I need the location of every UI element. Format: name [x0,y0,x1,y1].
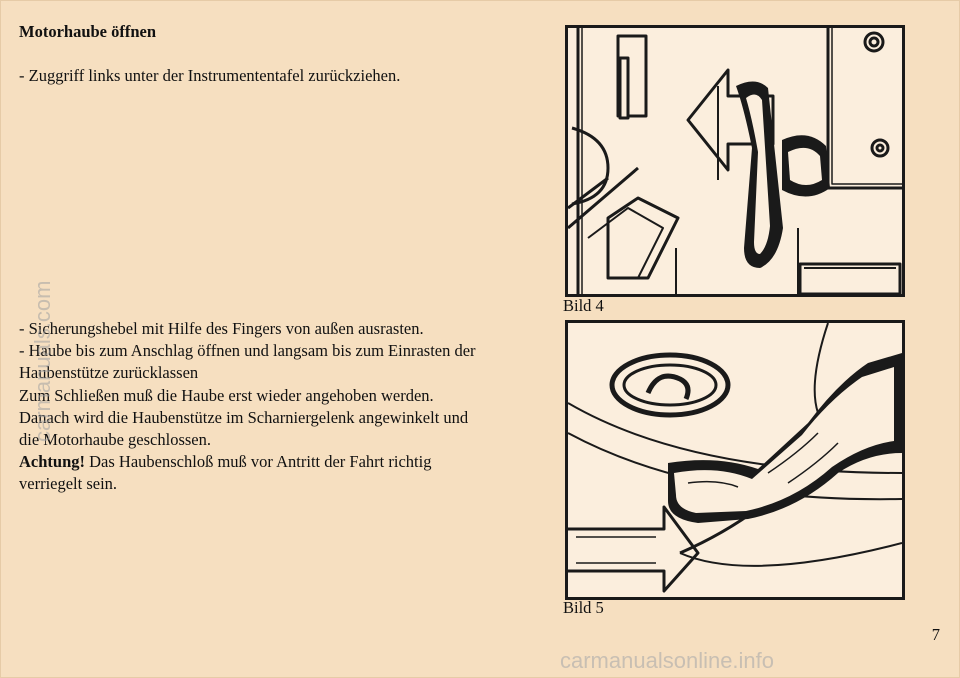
figure-4-illustration [565,25,905,297]
warning-label: Achtung! [19,452,86,472]
hood-release-handle-drawing [568,28,902,294]
body-line: - Haube bis zum Anschlag öffnen und langsam bis zum Einrasten der [19,341,476,361]
section-heading: Motorhaube öffnen [19,22,157,41]
warning-line [19,451,559,473]
body-line: Danach wird die Haubenstütze im Scharniergelenk angewinkelt und [19,407,469,427]
body-line: Haubenstütze zurücklassen [19,363,199,383]
figure-5-illustration [565,320,905,600]
warning-line-2: verriegelt sein. [19,474,118,494]
instruction-pull-handle: - Zuggriff links unter der Instrumententafel zurückziehen. [19,66,401,85]
warning-text: Das Haubenschloß muß vor Antritt der Fahrt richtig [85,452,432,472]
instruction-body [19,318,559,496]
safety-catch-hand-drawing [568,323,902,597]
vertical-watermark: carmanuals.com [30,280,55,442]
page-number: 7 [931,625,940,644]
bottom-watermark: carmanualsonline.info [560,648,775,673]
figure-5-caption: Bild 5 [563,598,604,617]
body-line: Zum Schließen muß die Haube erst wieder angehoben werden. [19,385,434,405]
body-line: die Motorhaube geschlossen. [19,430,211,450]
body-line: - Sicherungshebel mit Hilfe des Fingers von außen ausrasten. [19,319,424,338]
figure-4-caption: Bild 4 [563,296,604,315]
